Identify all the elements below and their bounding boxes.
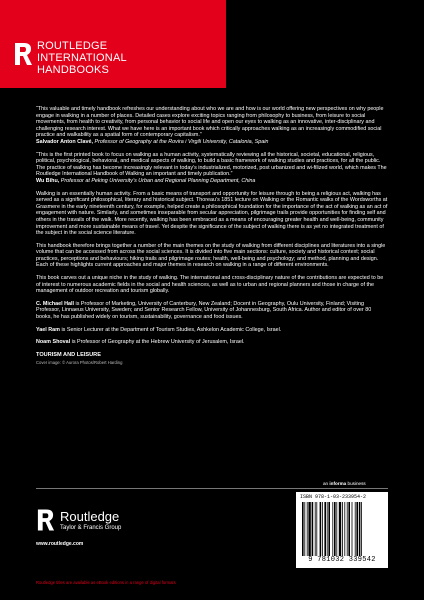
publisher-name: Routledge (60, 509, 120, 524)
routledge-publisher-logo-icon (36, 507, 55, 533)
barcode-bar (302, 502, 304, 556)
series-title (37, 40, 127, 76)
back-cover-text (36, 106, 388, 367)
informa-name: informa (329, 481, 347, 486)
bio-1 (36, 301, 388, 321)
barcode-bar (332, 502, 333, 556)
bio-2 (36, 327, 388, 334)
endorsement-1-name: Salvador Anton Clavé, (36, 138, 94, 145)
endorsement-2-role: Professor at Peking University’s Urban and Regional Planning Department, China (60, 177, 256, 184)
subject-category: TOURISM AND LEISURE (36, 351, 101, 358)
barcode-bar (355, 502, 356, 556)
bio-3-name: Noam Shoval (36, 339, 71, 346)
barcode-bar (359, 502, 361, 556)
barcode-bar (347, 502, 348, 556)
endorsement-1-text: “This valuable and timely handbook refreshes our understanding about who we are and how is our world offering new perspectives on why people engage in walking in a number of places. Detailed cases explore exciting topics ranging from philosophy to business, from leisure to social movements, from health to creativity, from personal behavior to social life and open our eyes to walking as an innovative, inter-disciplinary and challenging research interest. What we have here is an important book which critically approaches walking as an increasingly commodified social practice and walkability as a spatial form of contemporary capitalism.” (36, 106, 384, 139)
endorsement-2-name: Wu Bihu, (36, 177, 60, 184)
barcode-bar (327, 502, 328, 556)
series-line-1: ROUTLEDGE (37, 40, 108, 52)
description-paragraph-3: This book carves out a unique niche in the study of walking. The international and cross-disciplinary nature of the contributions are expected to be of interest to numerous academic fields in the social and health sciences, as well as to urban and regional planners and those in charge of the management of outdoor recreation and tourism globally. (36, 275, 384, 295)
barcode-bar (356, 502, 358, 556)
bio-3-text: is Professor of Geography at the Hebrew University of Jerusalem, Israel. (70, 339, 245, 346)
endorsement-2 (36, 152, 388, 185)
barcode-bar (339, 502, 341, 556)
bio-2-name: Yael Ram (36, 326, 60, 333)
barcode-bar (320, 502, 322, 556)
publisher-group: Taylor & Francis Group (60, 525, 122, 531)
barcode-bar (315, 502, 316, 556)
barcode-bar (348, 502, 350, 556)
barcode-bar (308, 502, 310, 556)
bio-1-text: is Professor of Marketing, University of Canterbury, New Zealand; Docent in Geography, Oulu University, Finland; Visiting Professor, Linnaeus University, Sweden; and Senior Research Fellow, University of Johannesburg, South Africa. Author and editor of over 80 books, he has published widely on tourism, sustainability, governance and food issues. (36, 300, 372, 321)
publisher-url: www.routledge.com (36, 541, 84, 547)
series-line-2: INTERNATIONAL (37, 52, 127, 64)
bio-3 (36, 339, 388, 346)
barcode-bar (328, 502, 330, 556)
barcode-bar (344, 502, 345, 556)
informa-business-tag (323, 481, 366, 486)
informa-prefix: an (323, 481, 330, 486)
barcode-bar (322, 502, 323, 556)
barcode-bar (312, 502, 314, 556)
barcode-bar (342, 502, 343, 556)
divider (36, 488, 388, 489)
routledge-logo-icon (13, 41, 33, 67)
barcode-bars-icon (302, 502, 382, 556)
endorsement-1 (36, 106, 388, 146)
endorsement-2-attribution (36, 178, 255, 184)
barcode-bar (324, 502, 326, 556)
endorsement-1-role: Professor of Geography at the Rovira i Virgili University, Catalonia, Spain (94, 138, 269, 145)
endorsement-1-attribution (36, 139, 268, 145)
informa-suffix: business (346, 481, 366, 486)
barcode-bar (361, 502, 362, 556)
bio-1-name: C. Michael Hall (36, 300, 75, 307)
description-paragraph-2: This handbook therefore brings together a number of the main themes on the study of walking from different disciplines and literatures into a single volume that can be accessed from across the social sciences. It is divided into five main sections: culture, society and historical context; social practices, perceptions and behaviours; hiking trails and pilgrimage routes; health, well-being and psychology; and method, planning and design. Each of these highlights current approaches and major themes in research on walking in a range of different environments. (36, 242, 386, 269)
cover-image-credit: Cover image: © Aurora Photos/Robert Harding (36, 360, 123, 366)
endorsement-2-text: “This is the first printed book to focus on walking as a human activity, systematically reviewing all the historical, societal, educational, religious, political, psychological, behavioral, and medical aspects of walking, to build a basic framework of walking studies and practices, for all the public. The practice of walking has become increasingly relevant in today’s industrialized, motorized, post urbanized and wi-filized world, which makes The Routledge International Handbook of Walking an important and timely publication.” (36, 151, 387, 178)
description-paragraph-1: Walking is an essentially human activity. From a basic means of transport and opportunity for leisure through to being a religious act, walking has served as a significant philosophical, literary and historical subject. Thoreau’s 1851 lecture on Walking or the Romantic walks of the Wordsworths at Grasmere in the early nineteenth century, for example, helped create a philosophical foundation for the importance of the act of walking as an act of engagement with nature. Similarly, and sometimes inseparable from secular appreciation, pilgrimage trails provide opportunities for finding self and others in the travails of the walk. More recently, walking has been embraced as a means of encouraging greater health and well-being, community improvement and more sustainable means of travel. Yet despite the significance of the subject of walking there is as yet no integrated treatment of the subject in the social science literature. (36, 190, 388, 237)
barcode-bar (307, 502, 308, 556)
isbn-label: ISBN 978-1-03-233954-2 (300, 494, 367, 500)
isbn-digits: 9 781032 339542 (308, 556, 376, 564)
isbn-barcode (296, 492, 388, 568)
barcode-bar (304, 502, 305, 556)
series-line-3: HANDBOOKS (37, 64, 110, 76)
barcode-bar (336, 502, 337, 556)
bio-2-text: is Senior Lecturer at the Department of Tourism Studies, Ashkelon Academic College, Israel. (59, 326, 282, 333)
barcode-bar (352, 502, 353, 556)
barcode-bar (334, 502, 336, 556)
barcode-bar (316, 502, 317, 556)
ebook-note: Routledge titles are available as eBook editions in a range of digital formats (36, 580, 176, 585)
